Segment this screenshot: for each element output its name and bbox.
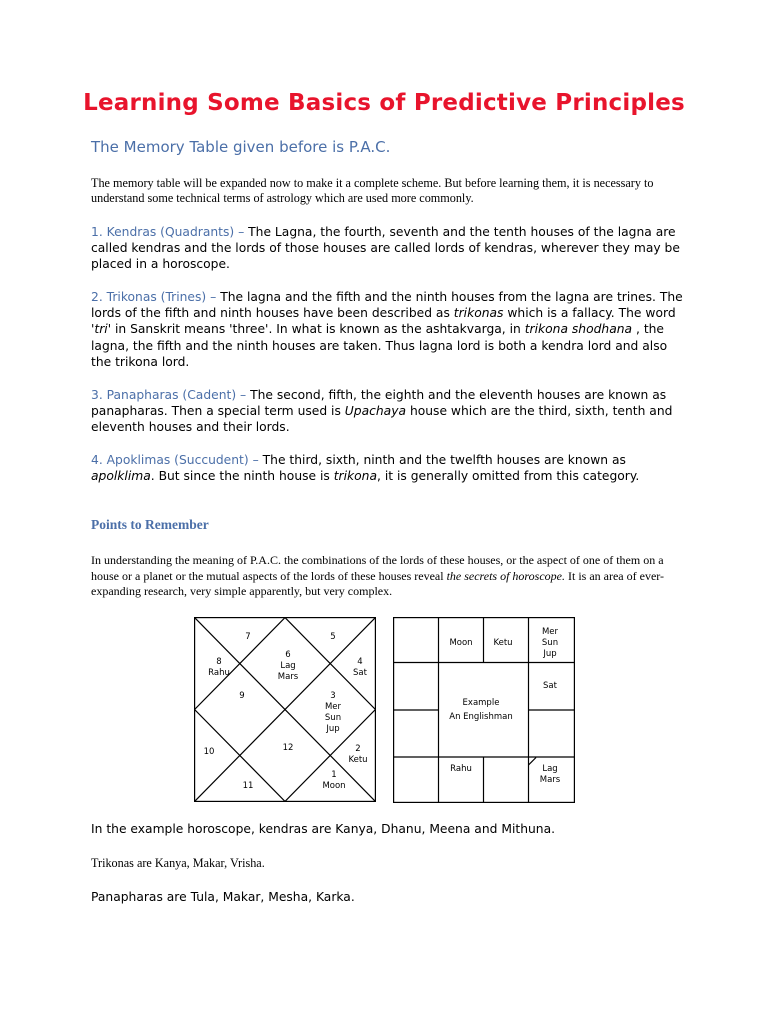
panapharas-text-1: The second, fifth, the eighth and the eleventh houses are known as panapharas. Then a special term used is xyxy=(91,388,667,419)
panapharas-dash: – xyxy=(236,388,251,402)
cell-rahu: Rahu xyxy=(450,764,472,774)
subtitle: The Memory Table given before is P.A.C. xyxy=(91,138,391,156)
kendras-heading: 1. Kendras (Quadrants) xyxy=(91,225,235,239)
south-indian-chart xyxy=(393,617,575,803)
cell-moon: Moon xyxy=(449,638,473,648)
trikonas-text-3: ' in Sanskrit means 'three'. In what is known as the ashtakvarga, in xyxy=(107,322,525,337)
panapharas-example-line: Panapharas are Tula, Makar, Mesha, Karka. xyxy=(91,890,355,904)
center-label-example: Example xyxy=(462,698,500,708)
house-11-label: 11 xyxy=(242,781,254,791)
cell-lag: Lag xyxy=(542,764,558,774)
points-text-1: In understanding the meaning of P.A.C. the combinations of the lords of these houses, or the aspect of one of them on a house or a planet or the mutual aspects of the lords of these houses reveal xyxy=(91,553,664,583)
apoklimas-heading: 4. Apoklimas (Succudent) xyxy=(91,453,249,467)
cell-sun: Sun xyxy=(541,638,559,648)
points-paragraph xyxy=(91,553,686,600)
cell-sat: Sat xyxy=(543,681,557,691)
house-8-label: 8 xyxy=(216,657,222,667)
apoklimas-text-3: , it is generally omitted from this category. xyxy=(377,469,640,484)
trikonas-italic-2: tri xyxy=(94,322,108,337)
apoklimas-paragraph xyxy=(91,452,691,484)
house-4-planet-sat: Sat xyxy=(353,668,367,678)
kendras-example-line: In the example horoscope, kendras are Kanya, Dhanu, Meena and Mithuna. xyxy=(91,822,556,836)
house-2-label: 2 xyxy=(355,744,361,754)
cell-mer: Mer xyxy=(541,627,559,637)
apoklimas-text-1: The third, sixth, ninth and the twelfth houses are known as xyxy=(262,453,626,467)
trikonas-paragraph xyxy=(91,289,691,370)
cell-ketu: Ketu xyxy=(493,638,513,648)
trikonas-italic-3: trikona shodhana xyxy=(524,322,633,337)
points-heading: Points to Remember xyxy=(91,517,209,532)
trikonas-heading: 2. Trikonas (Trines) xyxy=(91,290,207,304)
trikonas-dash: – xyxy=(206,290,221,304)
house-6-label: 6 xyxy=(285,650,291,660)
trikonas-text-2: which is a fallacy. The word ' xyxy=(91,306,676,337)
house-3-planet-mer: Mer xyxy=(324,702,342,712)
trikonas-example-line: Trikonas are Kanya, Makar, Vrisha. xyxy=(91,856,265,870)
house-1-label: 1 xyxy=(331,770,337,780)
apoklimas-text-2: . But since the ninth house is xyxy=(150,469,334,484)
north-indian-chart xyxy=(194,617,376,802)
apoklimas-italic-2: trikona xyxy=(333,469,378,484)
house-8-planet-rahu: Rahu xyxy=(208,668,230,678)
intro-paragraph: The memory table will be expanded now to make it a complete scheme. But before learning them, it is necessary to understand some technical terms of astrology which are used more commonly. xyxy=(91,176,654,205)
center-label-englishman: An Englishman xyxy=(449,712,513,722)
trikonas-text-1: The lagna and the fifth and the ninth houses from the lagna are trines. The lords of the fifth and ninth houses have been described as xyxy=(91,290,683,321)
cell-mars: Mars xyxy=(539,775,561,785)
house-6-planet-lag: Lag xyxy=(280,661,296,671)
house-3-planet-sun: Sun xyxy=(324,713,342,723)
house-10-label: 10 xyxy=(203,747,215,757)
page-title: Learning Some Basics of Predictive Principles xyxy=(83,90,685,116)
house-7-label: 7 xyxy=(245,632,251,642)
house-5-label: 5 xyxy=(330,632,336,642)
kendras-dash: – xyxy=(234,225,249,239)
panapharas-text-2: house which are the third, sixth, tenth and eleventh houses and their lords. xyxy=(91,404,673,435)
cell-jup: Jup xyxy=(543,649,557,659)
trikonas-italic-1: trikonas xyxy=(453,306,504,321)
house-2-planet-ketu: Ketu xyxy=(348,755,368,765)
house-6-planet-mars: Mars xyxy=(277,672,299,682)
house-9-label: 9 xyxy=(239,691,245,701)
panapharas-italic-1: Upachaya xyxy=(344,404,407,419)
house-3-label: 3 xyxy=(330,691,336,701)
trikonas-text-4: , the lagna, the fifth and the ninth houses are taken. Thus lagna lord is both a kendra lord and also the trikona lord. xyxy=(91,322,668,369)
kendras-paragraph xyxy=(91,224,691,273)
house-4-label: 4 xyxy=(357,657,363,667)
house-12-label: 12 xyxy=(282,743,294,753)
apoklimas-italic-1: apolklima xyxy=(91,469,151,484)
house-1-planet-moon: Moon xyxy=(322,781,346,791)
points-italic: the secrets of horoscope. xyxy=(446,568,565,583)
panapharas-heading: 3. Panapharas (Cadent) xyxy=(91,388,237,402)
apoklimas-dash: – xyxy=(248,453,263,467)
house-3-planet-jup: Jup xyxy=(326,724,340,734)
points-text-2: It is an area of ever-expanding research, very simple apparently, but very complex. xyxy=(91,568,665,598)
kendras-text: The Lagna, the fourth, seventh and the tenth houses of the lagna are called kendras and the lords of those houses are called lords of kendras, wherever they may be placed in a horoscope. xyxy=(91,225,680,272)
panapharas-paragraph xyxy=(91,387,691,436)
